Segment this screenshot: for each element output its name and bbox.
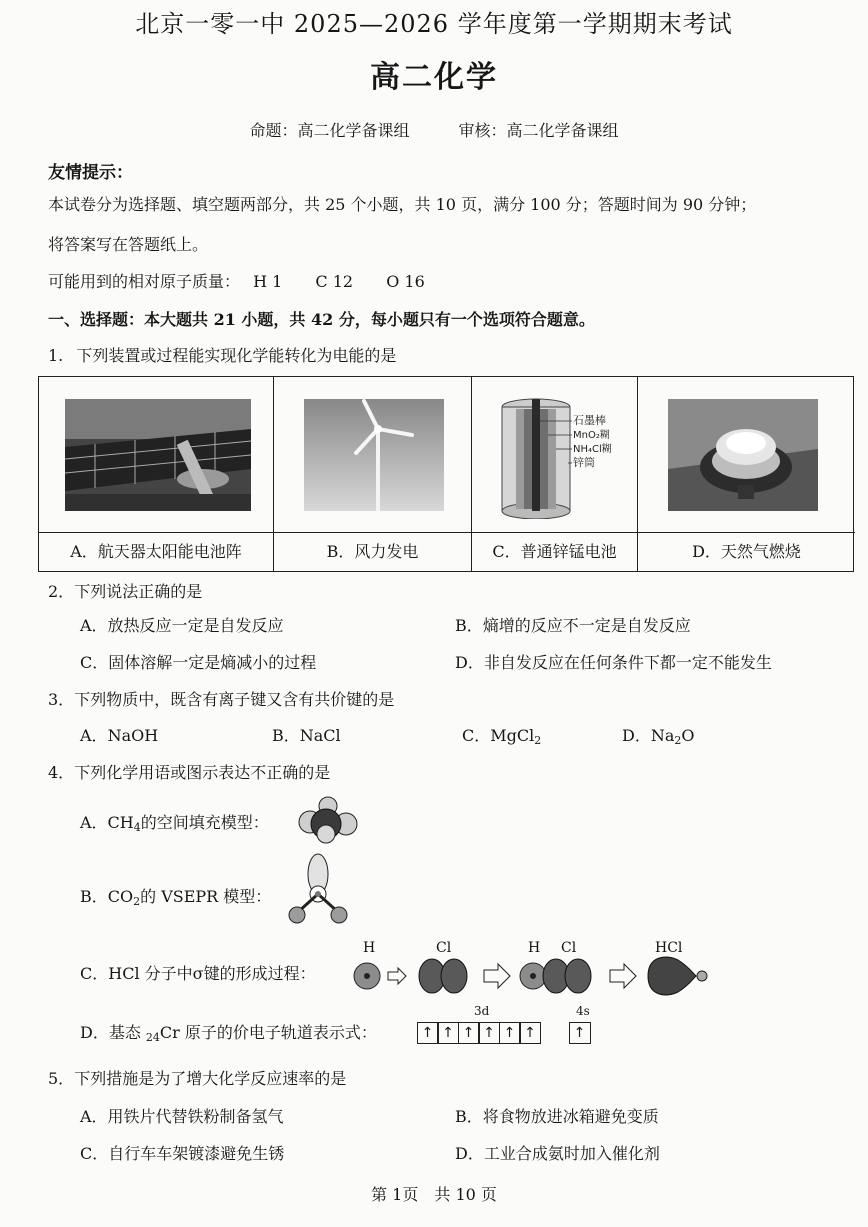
q2-stem — [48, 579, 202, 602]
label-h-2: H — [528, 940, 541, 956]
orbital-3d-4: ↑ — [478, 1022, 500, 1044]
q2-option-a: A．放热反应一定是自发反应 — [80, 616, 284, 635]
q3-a-formula: NaOH — [107, 726, 159, 745]
q1-option-a: A．航天器太阳能电池阵 — [39, 532, 273, 571]
q1-cell-d — [638, 377, 855, 571]
label-cl-2: Cl — [561, 940, 577, 956]
exam-title: 北京一零一中 2025—2026 学年度第一学期期末考试 — [135, 10, 733, 38]
q2-option-c: C．固体溶解一定是熵减小的过程 — [80, 653, 317, 672]
page-footer: 第 1页 共 10 页 — [371, 1185, 497, 1204]
zinc-manganese-battery-image — [496, 391, 626, 519]
q3-option-d — [622, 723, 695, 747]
orbital-4s-label: 4s — [576, 1004, 590, 1018]
q4-b-post: 的 VSEPR 模型： — [140, 887, 272, 906]
q3-stem — [48, 687, 394, 710]
q4-option-a — [80, 810, 269, 834]
gas-flame-image — [668, 399, 818, 511]
q3-text: 下列物质中，既含有离子键又含有共价键的是 — [74, 690, 395, 709]
q2-text: 下列说法正确的是 — [74, 582, 203, 601]
notice-line-1: 本试卷分为选择题、填空题两部分，共 25 个小题，共 10 页，满分 100 分；答题时间为 90 分钟； — [48, 195, 757, 214]
q5-stem — [48, 1066, 346, 1089]
q4-b-pre: B．CO — [80, 887, 134, 906]
orbital-3d-6: ↑ — [519, 1022, 541, 1044]
masses-label: 可能用到的相对原子质量： — [48, 272, 241, 291]
q3-d-label: D． — [622, 726, 651, 745]
q3-option-a — [80, 723, 158, 746]
notice-heading: 友情提示： — [48, 163, 133, 183]
orbital-3d-1: ↑ — [417, 1022, 439, 1044]
q4-option-d — [80, 1020, 377, 1044]
q4-b-subscript: 2 — [133, 895, 141, 908]
q3-d-formula-end: O — [681, 726, 695, 745]
battery-label-mno2: MnO₂糊 — [573, 430, 610, 441]
solar-array-image — [65, 399, 251, 511]
q4-a-post: 的空间填充模型： — [140, 813, 269, 832]
q3-c-subscript: 2 — [534, 734, 542, 747]
q4-d-post: Cr 原子的价电子轨道表示式： — [159, 1023, 377, 1042]
label-cl-1: Cl — [436, 940, 452, 956]
q4-a-pre: A．CH — [80, 813, 134, 832]
mass-c: C 12 — [315, 272, 354, 291]
reviewer: 审核：高二化学备课组 — [458, 121, 619, 140]
q1-option-c: C．普通锌锰电池 — [472, 532, 637, 571]
q1-number: 1. — [48, 346, 64, 365]
q1-text: 下列装置或过程能实现化学能转化为电能的是 — [76, 346, 397, 365]
q4-d-pre: D．基态 — [80, 1023, 146, 1042]
q1-cell-c — [472, 377, 638, 571]
q3-d-subscript: 2 — [674, 734, 682, 747]
ch4-space-filling-model — [296, 794, 362, 844]
atomic-masses — [48, 269, 453, 292]
q5-option-c: C．自行车车架镀漆避免生锈 — [80, 1144, 285, 1163]
q5-option-b: B．将食物放进冰箱避免变质 — [455, 1107, 659, 1126]
q1-cell-b — [274, 377, 472, 571]
q4-option-c: C．HCl 分子中σ键的形成过程： — [80, 964, 316, 983]
q4-stem — [48, 760, 330, 783]
q2-option-b: B．熵增的反应不一定是自发反应 — [455, 616, 691, 635]
mass-h: H 1 — [253, 272, 283, 291]
orbital-3d-label: 3d — [474, 1004, 490, 1018]
hcl-sigma-bond-diagram — [348, 936, 720, 1000]
q4-option-b — [80, 884, 271, 908]
q1-option-d: D．天然气燃烧 — [638, 532, 855, 571]
q3-d-formula: Na — [650, 726, 675, 745]
q3-number: 3． — [48, 690, 75, 709]
q3-c-label: C． — [462, 726, 491, 745]
q2-number: 2． — [48, 582, 75, 601]
q4-d-subscript: 24 — [145, 1031, 160, 1044]
q1-option-b: B．风力发电 — [274, 532, 471, 571]
orbital-4s-boxes — [570, 1022, 591, 1044]
q1-cell-a — [39, 377, 274, 571]
q3-b-formula: NaCl — [299, 726, 341, 745]
wind-turbine-image — [304, 399, 444, 511]
q1-options-table — [38, 376, 854, 572]
section-1-heading: 一、选择题：本大题共 21 小题，共 42 分，每小题只有一个选项符合题意。 — [48, 310, 595, 329]
q3-c-formula: MgCl — [490, 726, 535, 745]
q2-option-d: D．非自发反应在任何条件下都一定不能发生 — [455, 653, 772, 672]
q3-option-c — [462, 723, 541, 747]
q3-a-label: A． — [80, 726, 108, 745]
orbital-4s-1: ↑ — [569, 1022, 591, 1044]
mass-o: O 16 — [386, 272, 425, 291]
label-h-1: H — [363, 940, 376, 956]
label-hcl: HCl — [655, 940, 683, 956]
battery-label-nh4cl: NH₄Cl糊 — [573, 444, 612, 455]
q1-stem — [48, 343, 396, 366]
notice-line-2: 将答案写在答题纸上。 — [48, 235, 209, 254]
battery-label-zinc: 锌筒 — [573, 456, 595, 469]
co2-vsepr-model — [286, 852, 350, 928]
q5-number: 5． — [48, 1069, 75, 1088]
authors-line — [0, 118, 868, 141]
q3-b-label: B． — [272, 726, 300, 745]
q5-option-a: A．用铁片代替铁粉制备氢气 — [80, 1107, 284, 1126]
subject-title: 高二化学 — [370, 60, 498, 95]
q4-number: 4． — [48, 763, 75, 782]
q5-text: 下列措施是为了增大化学反应速率的是 — [74, 1069, 347, 1088]
q3-option-b — [272, 723, 341, 746]
orbital-3d-2: ↑ — [437, 1022, 459, 1044]
q4-text: 下列化学用语或图示表达不正确的是 — [74, 763, 331, 782]
orbital-3d-boxes — [418, 1022, 541, 1044]
q5-option-d: D．工业合成氨时加入催化剂 — [455, 1144, 660, 1163]
orbital-3d-5: ↑ — [499, 1022, 521, 1044]
battery-label-graphite: 石墨棒 — [573, 414, 606, 427]
orbital-3d-3: ↑ — [458, 1022, 480, 1044]
q4-a-subscript: 4 — [133, 821, 141, 834]
setter: 命题：高二化学备课组 — [249, 121, 410, 140]
